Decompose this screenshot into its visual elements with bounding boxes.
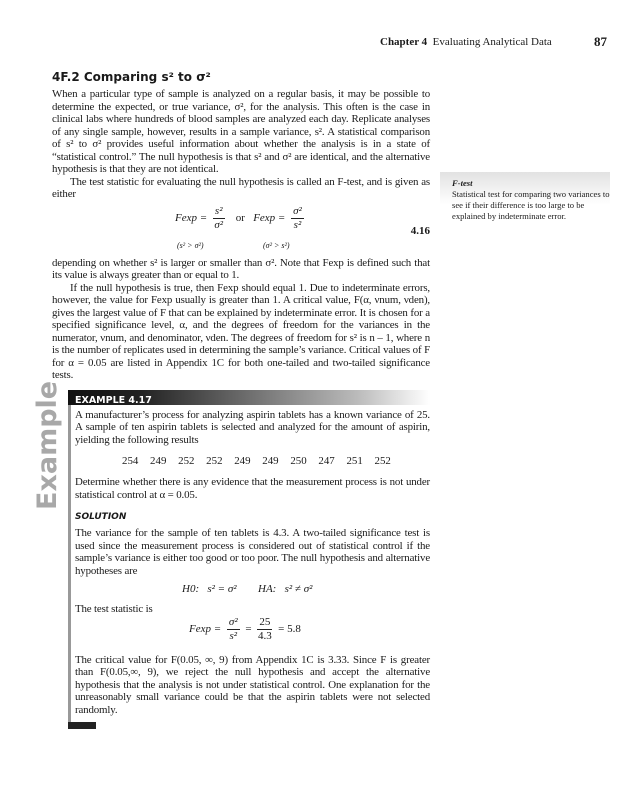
conditions-row xyxy=(52,239,430,253)
example-results: 254 249 252 252 249 249 250 247 251 252 xyxy=(122,455,391,467)
margin-term: F-test xyxy=(452,178,473,188)
alternative-hypothesis: HA: s² ≠ σ² xyxy=(258,583,313,595)
example-tab: Example xyxy=(32,380,63,510)
running-header xyxy=(380,36,552,48)
numerator: 25 xyxy=(259,615,271,628)
test-statistic-intro: The test statistic is xyxy=(75,603,153,615)
conclusion-paragraph: The critical value for F(0.05, ∞, 9) from Appendix 1C is 3.33. Since F is greater than F(0.05,∞, 9), we reject the null hypothesis and accept the alternative hypothesis that the analysis is not under statistical control. One explanation for the unreasonably small variance could be that the aspirin tablets were not selected randomly. xyxy=(75,653,430,716)
example-rule xyxy=(68,405,430,723)
numerator: σ² xyxy=(228,615,238,628)
denominator: s² xyxy=(293,218,302,231)
numerator: σ² xyxy=(293,204,302,217)
condition-2: (σ² > s²) xyxy=(263,240,290,250)
example-question: Determine whether there is any evidence that the measurement process is not under statistical control at α = 0.05. xyxy=(75,476,430,501)
eq-lhs-2: Fexp = xyxy=(253,211,286,224)
denominator: s² xyxy=(229,629,238,642)
fraction xyxy=(257,616,272,643)
example-header xyxy=(68,390,430,405)
example-label: EXAMPLE 4.17 xyxy=(75,394,152,406)
example-problem: A manufacturer’s process for analyzing aspirin tablets has a known variance of 25. A sample of ten aspirin tablets is selected and analyzed for the amount of aspirin, yielding the following results xyxy=(75,408,430,446)
hypotheses-row xyxy=(75,583,430,599)
eq-lhs: Fexp = xyxy=(189,622,222,635)
paragraph-2: The test statistic for evaluating the null hypothesis is called an F-test, and is given as either xyxy=(52,175,430,200)
section-heading: 4F.2 Comparing s² to σ² xyxy=(52,70,211,84)
denominator: σ² xyxy=(214,218,224,231)
null-hypothesis: H0: s² = σ² xyxy=(182,583,237,595)
eq-or: or xyxy=(235,211,245,224)
paragraph-4: If the null hypothesis is true, then Fexp should equal 1. Due to indeterminate errors, however, the value for Fexp usually is greater than 1. A critical value, F(α, νnum, νden), gives the largest value of F that can be explained by indeterminate error. It is chosen for a specified significance level, α, and the degrees of freedom for the variances in the numerator, νnum, and denominator, νden. The degrees of freedom for s² is n – 1, where n is the number of replicates used in determining the sample’s variance. Critical values of F for α = 0.05 are listed in Appendix 1C for both one-tailed and two-tailed significance tests. xyxy=(52,281,430,381)
page-number: 87 xyxy=(594,34,607,49)
paragraph-1: When a particular type of sample is analyzed on a regular basis, it may be possible to determine the expected, or true variance, σ², for the analysis. This often is the case in clinical labs where hundreds of blood samples are analyzed each day. Replicate analyses of any single sample, however, results in a sample variance, s². A statistical comparison of s² to σ² provides useful information about whether the analysis is in a state of “statistical control.” The null hypothesis is that s² and σ² are identical, and the alternative hypothesis is that they are not identical. xyxy=(52,88,430,175)
chapter-number: Chapter 4 xyxy=(380,36,428,48)
result: = 5.8 xyxy=(278,622,301,635)
condition-1: (s² > σ²) xyxy=(177,240,204,250)
margin-definition: Statistical test for comparing two variances to see if their difference is too large to be explained by indeterminate error. xyxy=(452,189,610,221)
equation-number: 4.16 xyxy=(410,224,430,237)
test-statistic-equation: Fexp = $\frac{\text{σ²}}{\text{s²}}$ = $\frac{25}{4.3}$ = 5.8 xyxy=(189,615,301,642)
main-column xyxy=(32,70,430,729)
margin-note xyxy=(440,172,610,226)
solution-label: SOLUTION xyxy=(75,512,127,522)
eq-lhs: Fexp = xyxy=(175,211,208,224)
example-box xyxy=(32,380,430,730)
fraction xyxy=(291,205,304,232)
solution-paragraph: The variance for the sample of ten tablets is 4.3. A two-tailed significance test is used since the measurement process is considered out of statistical control if the sample’s variance is either too good or too poor. The null hypothesis and alternative hypotheses are xyxy=(75,527,430,577)
denominator: 4.3 xyxy=(258,629,272,642)
example-end-marker xyxy=(68,722,96,729)
paragraph-3: depending on whether s² is larger or smaller than σ². Note that Fexp is defined such that its value is always greater than or equal to 1. xyxy=(52,256,430,281)
chapter-title: Evaluating Analytical Data xyxy=(432,36,552,48)
equation-4-16-row xyxy=(52,205,430,239)
fraction xyxy=(227,616,240,643)
fraction xyxy=(213,205,225,232)
numerator: s² xyxy=(214,204,223,217)
equation-4-16 xyxy=(175,205,307,232)
